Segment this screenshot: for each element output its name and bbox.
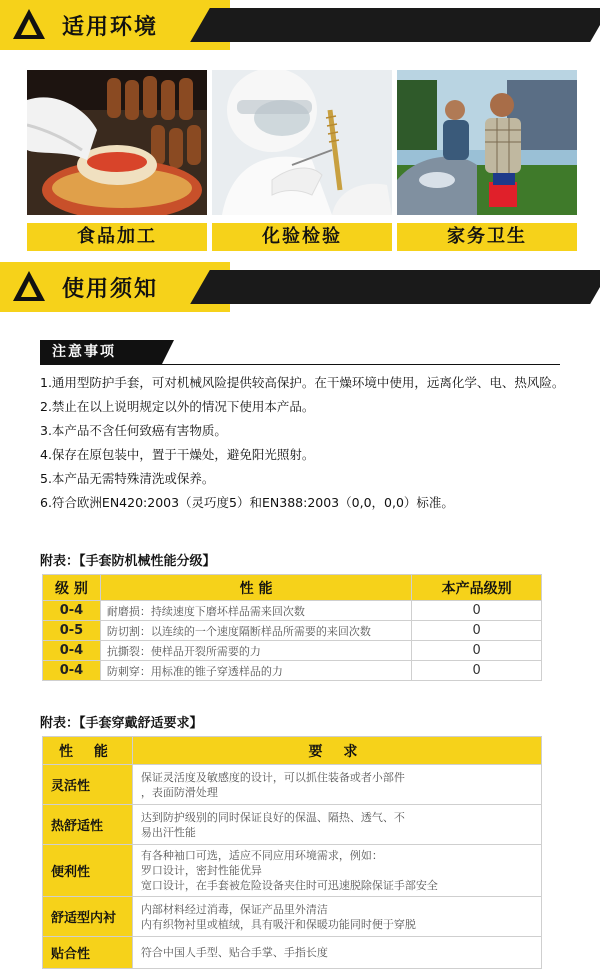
- header-performance: 性 能: [100, 575, 411, 601]
- row-value: 0: [412, 641, 542, 661]
- banner-black-stripe: [190, 8, 600, 42]
- notice-item: 1.通用型防护手套，可对机械风险提供较高保护。在干燥环境中使用，远离化学、电、热风险。: [40, 375, 565, 390]
- notice-item: 4.保存在原包装中，置于干燥处，避免阳光照射。: [40, 447, 315, 462]
- header-level: 级 别: [43, 575, 101, 601]
- row-requirement: [132, 805, 541, 845]
- warning-triangle-icon: [12, 8, 46, 40]
- row-level: 0-4: [43, 661, 101, 681]
- table2-title: 附表：【手套穿戴舒适要求】: [40, 716, 203, 731]
- row-desc: 防刺穿：用标准的锥子穿透样品的力: [100, 661, 411, 681]
- row-requirement: [132, 897, 541, 937]
- header-product-level: 本产品级别: [412, 575, 542, 601]
- section-title: 使用须知: [62, 277, 159, 302]
- table-row: [43, 621, 542, 641]
- row-name: 热舒适性: [43, 805, 133, 845]
- table1-title: 附表：【手套防机械性能分级】: [40, 554, 216, 569]
- housework-image: [397, 70, 577, 215]
- header-performance: 性 能: [43, 737, 133, 765]
- comfort-requirements-table: [42, 736, 542, 969]
- table-row: [43, 641, 542, 661]
- section-banner-environment: [0, 0, 600, 50]
- row-name: 舒适型内衬: [43, 897, 133, 937]
- table-row: [43, 937, 542, 969]
- row-requirement: [132, 937, 541, 969]
- req-line: 达到防护级别的同时保证良好的保温、隔热、透气、不: [140, 810, 405, 824]
- req-line: 有各种袖口可选，适应不同应用环境需求，例如：: [140, 849, 383, 862]
- section-title: 适用环境: [62, 15, 159, 40]
- banner-black-stripe: [190, 270, 600, 304]
- req-line: 罗口设计，密封性能优异: [140, 864, 262, 877]
- notice-item: 2.禁止在以上说明规定以外的情况下使用本产品。: [40, 399, 315, 414]
- notice-divider: [40, 364, 560, 365]
- req-line: ，表面防滑处理: [140, 785, 218, 799]
- req-line: 宽口设计，在手套被危险设备夹住时可迅速脱除保证手部安全: [140, 879, 438, 892]
- row-requirement: [132, 765, 541, 805]
- table-row: [43, 661, 542, 681]
- row-level: 0-4: [43, 601, 101, 621]
- notice-list: [40, 372, 570, 516]
- warning-triangle-icon: [12, 270, 46, 302]
- row-requirement: [132, 845, 541, 897]
- mechanical-performance-table: [42, 574, 542, 681]
- row-desc: 耐磨损：持续速度下磨坏样品需来回次数: [100, 601, 411, 621]
- notice-tag: 注意事项: [40, 340, 162, 364]
- notice-item: 5.本产品无需特殊清洗或保养。: [40, 471, 215, 486]
- food-processing-image: [27, 70, 207, 215]
- row-desc: 防切割：以连续的一个速度隔断样品所需要的来回次数: [100, 621, 411, 641]
- notice-item: 6.符合欧洲EN420:2003（灵巧度5）和EN388:2003（0,0，0,0）标准。: [40, 495, 454, 510]
- row-desc: 抗撕裂：使样品开裂所需要的力: [100, 641, 411, 661]
- table-row: [43, 897, 542, 937]
- row-level: 0-5: [43, 621, 101, 641]
- table-row: [43, 765, 542, 805]
- photo-food-processing: [27, 70, 207, 215]
- table-header-row: [43, 737, 542, 765]
- table-row: [43, 601, 542, 621]
- notice-item: 3.本产品不含任何致癌有害物质。: [40, 423, 227, 438]
- photo-lab-testing: [212, 70, 392, 215]
- row-name: 便利性: [43, 845, 133, 897]
- row-name: 贴合性: [43, 937, 133, 969]
- req-line: 内有织物衬里或植绒，具有吸汗和保暖功能同时便于穿脱: [140, 917, 416, 931]
- row-name: 灵活性: [43, 765, 133, 805]
- section-banner-usage: [0, 262, 600, 312]
- row-value: 0: [412, 661, 542, 681]
- photo-housework: [397, 70, 577, 215]
- req-line: 易出汗性能: [140, 825, 196, 839]
- row-level: 0-4: [43, 641, 101, 661]
- row-value: 0: [412, 621, 542, 641]
- req-line: 保证灵活度及敏感度的设计，可以抓住装备或者小部件: [140, 770, 405, 784]
- row-value: 0: [412, 601, 542, 621]
- table-row: [43, 845, 542, 897]
- caption-housework: 家务卫生: [397, 223, 577, 251]
- header-requirement: 要 求: [132, 737, 541, 765]
- table-header-row: [43, 575, 542, 601]
- req-line: 内部材料经过消毒，保证产品里外清洁: [140, 902, 328, 916]
- req-line: 符合中国人手型、贴合手掌、手指长度: [140, 946, 328, 959]
- caption-food-processing: 食品加工: [27, 223, 207, 251]
- caption-lab-testing: 化验检验: [212, 223, 392, 251]
- lab-testing-image: [212, 70, 392, 215]
- table-row: [43, 805, 542, 845]
